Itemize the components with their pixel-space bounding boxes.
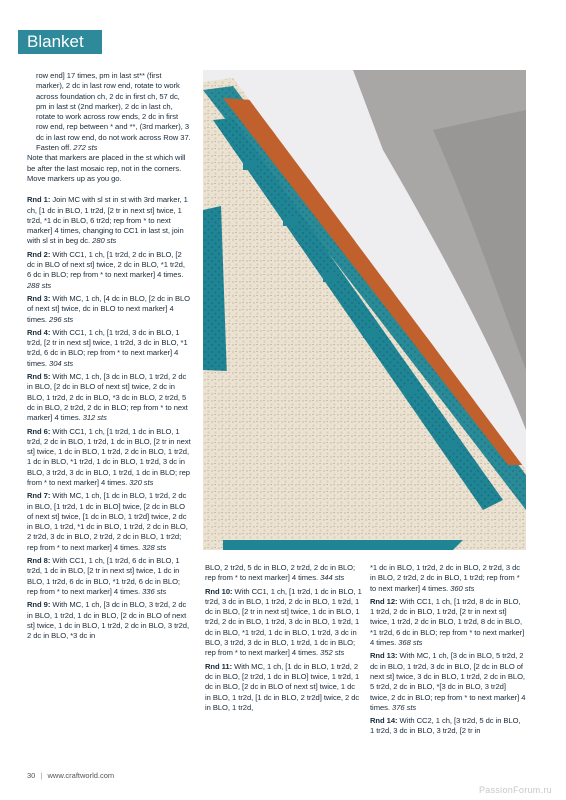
column-1: [27, 71, 191, 641]
stitch-count: 296 sts: [49, 314, 74, 324]
round-text: With CC1, 1 ch, [1 tr2d, 2 dc in BLO, [2 dc in BLO of next st] twice, 2 dc in BLO, *1 tr2d, 6 dc in BLO; rep from * to next marker] 4 times.: [27, 249, 185, 280]
round-label: Rnd 9:: [27, 600, 51, 610]
stitch-count: 280 sts: [92, 236, 117, 246]
round-text: With MC, 1 ch, [4 dc in BLO, [2 dc in BLO of next st] twice, dc in BLO to next marker] 4 times.: [27, 293, 191, 324]
round-text: With CC1, 1 ch, [1 tr2d, 1 dc in BLO, 1 tr2d, 3 dc in BLO, 1 tr2d, 2 dc in BLO, 1 tr2d, 1 dc in BLO, [2 tr in next st] twice, 1 dc in BLO, 1 tr2d, 2 dc in BLO, 1 tr2d, 3 dc in BLO, 1 tr2d, 1 dc in BLO, *1 tr2d, 1 dc in BLO, 1 tr2d, 3 dc in BLO, 3 tr2d, 3 dc in BLO, 1 tr2d, 1 dc in BLO; rep from * to next marker] 4 times.: [205, 586, 362, 658]
round-text: With CC1, 1 ch, [1 tr2d, 3 dc in BLO, 1 tr2d, [2 tr in next st] twice, 1 tr2d, 3 dc in BLO, *1 tr2d, 6 dc in BLO; rep from * to next marker] 4 times.: [27, 327, 188, 368]
round-instruction: [27, 372, 191, 423]
round-text: With CC1, 1 ch, [1 tr2d, 1 dc in BLO, 1 tr2d, 2 dc in BLO, 1 tr2d, 1 dc in BLO, [2 tr in next st] twice, 1 dc in BLO, 1 tr2d, 2 dc in BLO, 1 tr2d, 1 dc in BLO, *1 tr2d, 1 dc in BLO, 1 tr2d, 3 dc in BLO, 3 tr2d, 3 dc in BLO, 1 tr2d, 1 dc in BLO; rep from * to next marker] 4 times.: [27, 426, 191, 487]
round-label: Rnd 10:: [205, 586, 233, 596]
stitch-count: 312 sts: [82, 413, 107, 423]
stitch-count: 368 sts: [398, 638, 423, 648]
rounds-list: [370, 597, 526, 737]
round-label: Rnd 5:: [27, 372, 51, 382]
round-label: Rnd 13:: [370, 651, 398, 661]
round-text: With MC, 1 ch, [1 dc in BLO, 1 tr2d, 2 dc in BLO, [2 tr2d, 1 dc in BLO] twice, 1 tr2d, 1 dc in BLO, [2 dc in BLO of next st] twice, 1 dc in BLO, 1 tr2d, [1 dc in BLO, 2 tr2d] twice, 2 dc in BLO, 1 tr2d,: [205, 661, 360, 712]
continuation-paragraph: *1 dc in BLO, 1 tr2d, 2 dc in BLO, 2 tr2d, 3 dc in BLO, 2 tr2d, 2 dc in BLO, 1 tr2d; rep from * to next marker] 4 times. 360 sts: [370, 563, 521, 593]
rounds-list: [27, 195, 191, 641]
round-label: Rnd 4:: [27, 327, 51, 337]
round-instruction: [370, 716, 526, 737]
round-label: Rnd 8:: [27, 556, 51, 566]
stitch-count: 328 sts: [142, 542, 167, 552]
round-label: Rnd 12:: [370, 596, 398, 606]
round-instruction: [205, 587, 362, 659]
round-label: Rnd 6:: [27, 426, 51, 436]
round-text: With CC1, 1 ch, [1 tr2d, 6 dc in BLO, 1 tr2d, 1 dc in BLO, [2 tr in next st] twice, 1 dc in BLO, 1 tr2d, 6 dc in BLO, *1 tr2d, 6 dc in BLO; rep from * to next marker] 4 times.: [27, 556, 180, 596]
intro-paragraph: row end] 17 times, pm in last st** (first marker), 2 dc in last row end, rotate to work across foundation ch, 2 dc in first ch, 57 dc, pm in last st (2nd marker), 2 dc in last ch, rotate to work across row ends, 2 dc in first row end, rep between * and **, (3rd marker), 3 dc in last row end, do not work across Row 37. Fasten off. 272 sts: [36, 71, 191, 153]
note-paragraph: Note that markers are placed in the st which will be after the last mosaic rep, not in the corners. Move markers up as you go.: [27, 153, 186, 183]
round-instruction: [27, 294, 191, 325]
round-label: Rnd 7:: [27, 491, 51, 501]
page-footer: 30 | www.craftworld.com: [27, 771, 115, 780]
round-instruction: [205, 662, 362, 713]
round-instruction: [27, 427, 191, 489]
stitch-count: 304 sts: [49, 358, 74, 368]
round-text: With MC, 1 ch, [3 dc in BLO, 5 tr2d, 2 dc in BLO, 1 tr2d, 3 dc in BLO, [2 dc in BLO of next st] twice, 3 dc in BLO, 1 tr2d, 2 dc in BLO, 5 tr2d, 2 dc in BLO, *[3 dc in BLO, 3 tr2d] twice, 2 dc in BLO; rep from * to next marker] 4 times.: [370, 651, 526, 712]
round-text: With MC, 1 ch, [1 dc in BLO, 1 tr2d, 2 dc in BLO, [1 tr2d, 1 dc in BLO] twice, [2 dc in BLO of next st] twice, [1 dc in BLO, 1 tr2d] twice, 2 dc in BLO, 1 tr2d, *1 dc in BLO, 1 tr2d, 2 dc in BLO, 2 tr2d, 3 dc in BLO, 2 tr2d, 2 dc in BLO, 1 tr2d; rep from * to next marker] 4 times.: [27, 491, 188, 552]
round-label: Rnd 3:: [27, 293, 51, 303]
round-instruction: [27, 600, 191, 641]
round-instruction: [27, 195, 191, 246]
round-label: Rnd 1:: [27, 195, 51, 205]
round-label: Rnd 14:: [370, 716, 398, 726]
stitch-count: 320 sts: [129, 477, 154, 487]
round-text: With CC1, 1 ch, [1 tr2d, 8 dc in BLO, 1 tr2d, 2 dc in BLO, 1 tr2d, [2 tr in next st] twice, 1 tr2d, 2 dc in BLO, 1 tr2d, 8 dc in BLO, *1 tr2d, 6 dc in BLO; rep from * to next marker] 4 times.: [370, 596, 525, 648]
round-instruction: [27, 556, 191, 597]
blanket-photo: [203, 70, 526, 550]
watermark: PassionForum.ru: [478, 785, 552, 795]
stitch-count: 376 sts: [392, 702, 417, 712]
section-header: [18, 30, 102, 54]
round-label: Rnd 2:: [27, 249, 51, 259]
round-label: Rnd 11:: [205, 661, 233, 671]
stitch-count: 336 sts: [142, 586, 167, 596]
round-instruction: [370, 651, 526, 713]
continuation-paragraph: BLO, 2 tr2d, 5 dc in BLO, 2 tr2d, 2 dc in BLO; rep from * to next marker] 4 times. 344 sts: [205, 563, 356, 583]
stitch-count: 288 sts: [27, 280, 52, 290]
column-2: [205, 563, 362, 713]
round-instruction: [370, 597, 526, 648]
round-instruction: [27, 491, 191, 553]
round-text: With MC, 1 ch, [3 dc in BLO, 3 tr2d, 2 dc in BLO, 1 tr2d, 1 dc in BLO, [2 dc in BLO of next st] twice, 1 dc in BLO, 1 tr2d, 2 dc in BLO, 3 tr2d, 2 dc in BLO, *3 dc in: [27, 600, 190, 641]
round-text: Join MC with sl st in st with 3rd marker, 1 ch, [1 dc in BLO, 1 tr2d, [2 tr in next st] twice, 1 tr2d, *1 dc in BLO, 6 tr2d; rep from * to next marker] 4 times, changing to CC1 in last st, join with sl st in beg dc.: [27, 195, 188, 246]
blanket-photo-svg: [203, 70, 526, 550]
section-title: Blanket: [27, 32, 84, 51]
round-instruction: [27, 250, 191, 291]
round-text: With CC2, 1 ch, [3 tr2d, 5 dc in BLO, 1 tr2d, 3 dc in BLO, 3 tr2d, [2 tr in: [370, 716, 521, 736]
rounds-list: [205, 587, 362, 714]
round-instruction: [27, 328, 191, 369]
page-number: 30: [27, 771, 36, 780]
stitch-count: 352 sts: [320, 648, 345, 658]
column-3: [370, 563, 526, 737]
website-link[interactable]: www.craftworld.com: [47, 771, 115, 780]
round-text: With MC, 1 ch, [3 dc in BLO, 1 tr2d, 2 dc in BLO, [2 dc in BLO of next st] twice, 2 dc in BLO, 1 tr2d, 2 dc in BLO, *3 dc in BLO, 2 tr2d, 5 dc in BLO, 2 tr2d, 2 dc in BLO; rep from * to next marker] 4 times.: [27, 372, 188, 423]
